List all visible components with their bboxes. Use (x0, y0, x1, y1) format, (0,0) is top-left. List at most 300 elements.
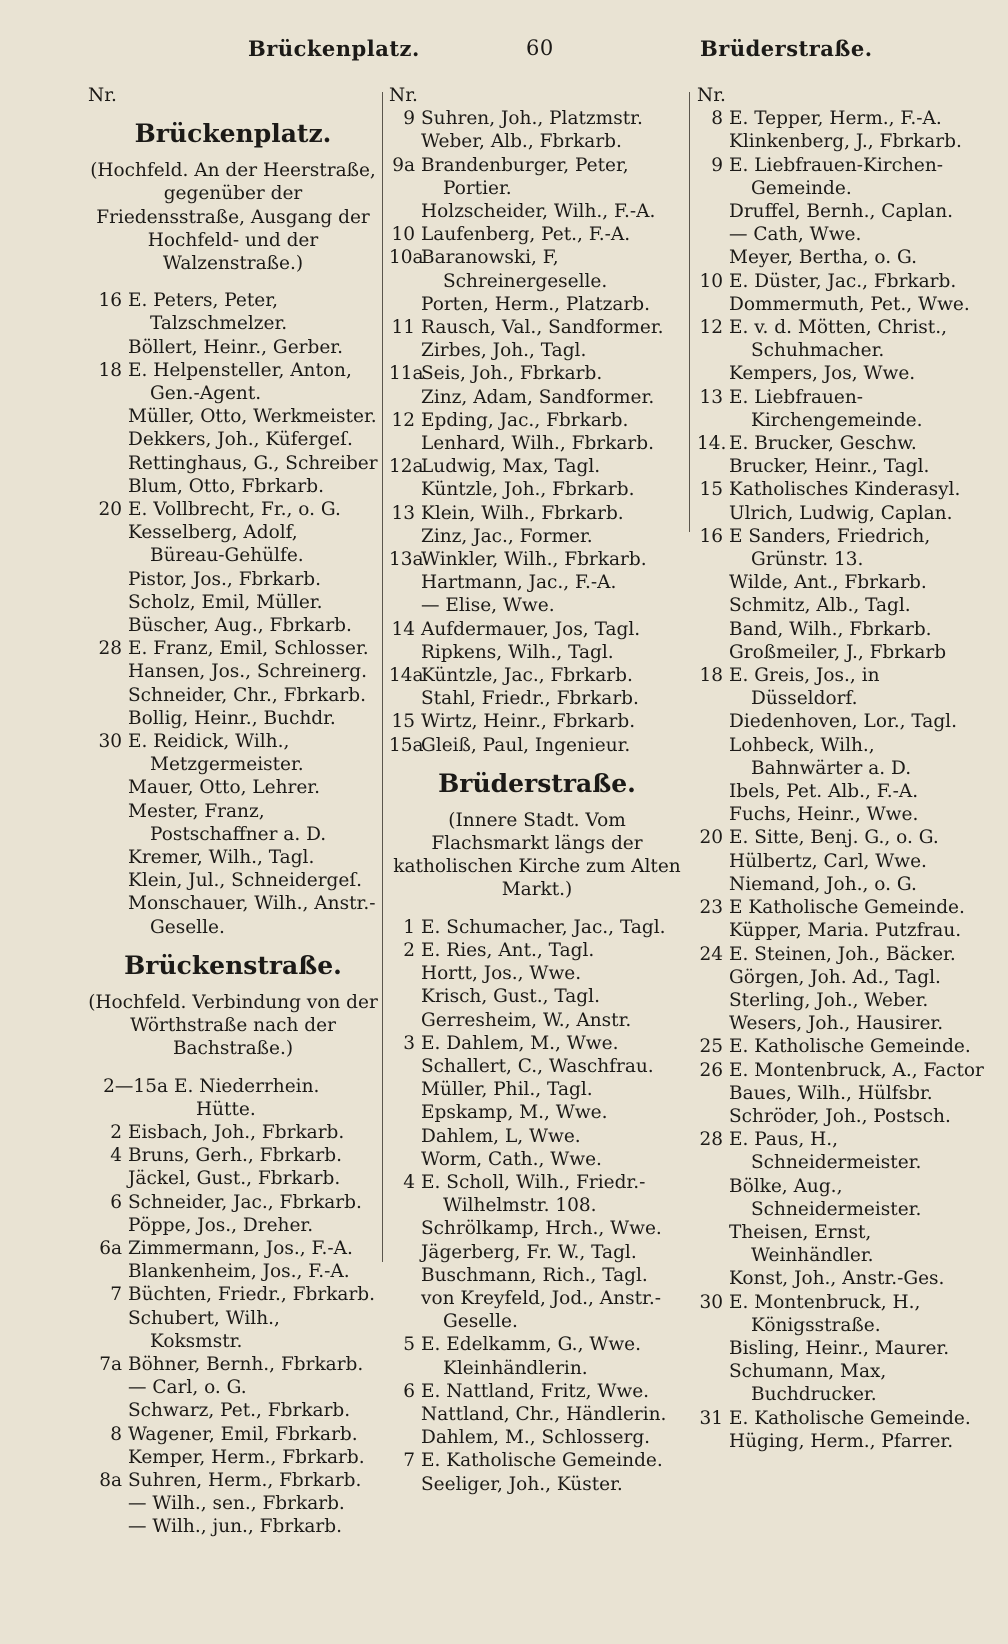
house-number: 16 (98, 290, 122, 312)
column-number-heading: Nr. (88, 85, 117, 106)
house-number (88, 452, 128, 475)
house-number (389, 1078, 421, 1101)
resident-text: Baranowski, F, Schreinergeselle. (421, 247, 608, 292)
house-number (697, 734, 729, 780)
directory-entry (389, 130, 685, 153)
directory-entry (697, 525, 987, 571)
directory-entry (697, 850, 987, 873)
house-number (389, 962, 421, 985)
resident-text: Meyer, Bertha, o. G. (729, 247, 917, 269)
directory-entry (88, 1376, 378, 1399)
resident-text: Schröder, Joh., Postsch. (729, 1105, 951, 1127)
directory-entry (389, 1217, 685, 1240)
house-number (389, 985, 421, 1008)
directory-entry (697, 1059, 987, 1082)
resident-text: Schwarz, Pet., Fbrkarb. (128, 1400, 351, 1422)
resident-text: Klinkenberg, J., Fbrkarb. (729, 131, 962, 153)
resident-text: Lenhard, Wilh., Fbrkarb. (421, 433, 654, 455)
directory-entry (697, 1221, 987, 1267)
directory-entry (389, 223, 685, 246)
resident-text: Pöppe, Jos., Dreher. (128, 1214, 314, 1236)
directory-entry (88, 521, 378, 567)
house-number (88, 869, 128, 892)
house-number (697, 223, 729, 246)
resident-text: Ludwig, Max, Tagl. (421, 456, 601, 478)
resident-text: E. Vollbrecht, Fr., o. G. (128, 499, 341, 521)
house-number (697, 919, 729, 942)
house-number (389, 1101, 421, 1124)
house-number (389, 1241, 421, 1264)
resident-text: Kremer, Wilh., Tagl. (128, 847, 315, 869)
house-number (88, 405, 128, 428)
house-number (389, 432, 421, 455)
house-number (389, 594, 421, 617)
resident-text: E. Brucker, Geschw. (729, 433, 917, 455)
house-number: 16 (699, 525, 723, 547)
house-number (697, 618, 729, 641)
directory-entry (88, 1144, 378, 1167)
resident-text: Holzscheider, Wilh., F.-A. (421, 201, 656, 222)
house-number (697, 989, 729, 1012)
directory-entry (697, 1012, 987, 1035)
house-number (389, 1009, 421, 1032)
directory-entry (697, 943, 987, 966)
resident-text: Zinz, Jac., Former. (421, 525, 593, 547)
house-number (88, 1167, 128, 1190)
resident-text: Küntzle, Jac., Fbrkarb. (421, 665, 633, 687)
house-number (389, 687, 421, 710)
house-number (697, 246, 729, 269)
directory-entry (88, 1283, 378, 1306)
resident-text: Hülbertz, Carl, Wwe. (729, 850, 927, 872)
directory-entry (88, 869, 378, 892)
directory-entry (697, 478, 987, 501)
resident-text: Gerresheim, W., Anstr. (421, 1009, 632, 1031)
resident-text: Winkler, Wilh., Fbrkarb. (421, 549, 647, 571)
resident-text: Rausch, Val., Sandformer. (421, 317, 664, 339)
house-number (88, 707, 128, 730)
directory-entry (88, 498, 378, 521)
resident-text: E. Scholl, Wilh., Friedr.-Wilhelmstr. 108. (421, 1171, 646, 1217)
directory-entry (88, 892, 378, 938)
resident-text: Seeliger, Joh., Küster. (421, 1473, 623, 1495)
resident-text: E. Liebfrauen-Kirchengemeinde. (729, 386, 923, 431)
house-number (389, 200, 421, 223)
house-number: 28 (98, 638, 122, 660)
directory-entry (88, 289, 378, 335)
resident-text: von Kreyfeld, Jod., Anstr.-Geselle. (421, 1287, 661, 1333)
house-number (697, 1267, 729, 1290)
resident-text: E. Reidick, Wilh., Metzgermeister. (128, 731, 304, 776)
directory-entry (389, 1333, 685, 1379)
house-number (697, 803, 729, 826)
column-divider (689, 92, 690, 532)
directory-entry (697, 966, 987, 989)
directory-entry (389, 962, 685, 985)
directory-entry (697, 200, 987, 223)
resident-text: Wesers, Joh., Hausirer. (729, 1013, 944, 1035)
street-heading: Brüderstraße. (438, 768, 636, 798)
directory-entry (88, 684, 378, 707)
directory-entry (389, 1473, 685, 1496)
resident-text: Zirbes, Joh., Tagl. (421, 340, 587, 362)
directory-entry (88, 730, 378, 776)
house-number (697, 873, 729, 896)
house-number: 6a (99, 1237, 122, 1259)
house-number: 8a (99, 1469, 122, 1491)
directory-entry (697, 641, 987, 664)
resident-text: Bölke, Aug., Schneidermeister. (729, 1175, 922, 1220)
resident-text: Epding, Jac., Fbrkarb. (421, 409, 629, 431)
house-number (697, 1337, 729, 1360)
house-number: 14. (697, 433, 727, 455)
directory-entry (697, 734, 987, 780)
resident-text: Brandenburger, Peter, Portier. (421, 154, 629, 199)
house-number (697, 710, 729, 733)
directory-entry (389, 1078, 685, 1101)
directory-entry (697, 502, 987, 525)
directory-entry (697, 130, 987, 153)
directory-entry (389, 455, 685, 478)
directory-entry (697, 1035, 987, 1058)
house-number: 4 (110, 1145, 122, 1167)
resident-text: Baues, Wilh., Hülfsbr. (729, 1082, 933, 1104)
house-number: 3 (403, 1032, 415, 1054)
directory-entry (389, 985, 685, 1008)
directory-entry (697, 154, 987, 200)
resident-text: Schneider, Jac., Fbrkarb. (128, 1191, 362, 1213)
directory-entry (389, 1403, 685, 1426)
column-1 (88, 84, 378, 1539)
resident-text: E. Sitte, Benj. G., o. G. (729, 827, 939, 849)
directory-entry (697, 710, 987, 733)
directory-entry (389, 710, 685, 733)
resident-text: E. Niederrhein. Hütte. (174, 1075, 320, 1120)
directory-entry (697, 1128, 987, 1174)
resident-text: Böllert, Heinr., Gerber. (128, 336, 343, 358)
house-number: 6 (403, 1380, 415, 1402)
house-number (697, 594, 729, 617)
directory-entry (389, 641, 685, 664)
directory-entry (88, 1307, 378, 1353)
directory-entry (389, 525, 685, 548)
street-description: (Hochfeld. Verbindung von der Wörthstraße nach der Bachstraße.) (88, 991, 378, 1060)
house-number (697, 780, 729, 803)
directory-entry (389, 154, 685, 200)
resident-text: Wilde, Ant., Fbrkarb. (729, 572, 927, 594)
resident-text: Bisling, Heinr., Maurer. (729, 1337, 950, 1359)
directory-entry (697, 455, 987, 478)
house-number (389, 478, 421, 501)
directory-entry (88, 1399, 378, 1422)
resident-text: Zimmermann, Jos., F.-A. (128, 1237, 353, 1259)
house-number (389, 386, 421, 409)
resident-text: Dekkers, Joh., Küfergeſ. (128, 429, 353, 451)
house-number: 10a (389, 247, 424, 269)
house-number (88, 614, 128, 637)
house-number: 4 (403, 1171, 415, 1193)
resident-text: Dommermuth, Pet., Wwe. (729, 293, 970, 315)
resident-text: Großmeiler, J., Fbrkarb (729, 641, 947, 663)
directory-entry (389, 1171, 685, 1217)
street-description: (Hochfeld. An der Heerstraße, gegenüber der Friedensstraße, Ausgang der Hochfeld- und der Walzenstraße.) (90, 160, 376, 274)
house-number (88, 1399, 128, 1422)
directory-entry (88, 776, 378, 799)
resident-text: — Carl, o. G. (128, 1377, 247, 1399)
resident-text: Band, Wilh., Fbrkarb. (729, 618, 932, 640)
house-number: 13a (389, 549, 424, 571)
resident-text: — Elise, Wwe. (421, 595, 555, 617)
house-number: 14 (391, 618, 415, 640)
house-number: 13 (391, 502, 415, 524)
house-number (88, 892, 128, 938)
resident-text: E. v. d. Mötten, Christ., Schuhmacher. (729, 317, 947, 362)
directory-entry (389, 1287, 685, 1333)
resident-text: Hartmann, Jac., F.-A. (421, 572, 617, 594)
house-number (88, 336, 128, 359)
resident-text: Ripkens, Wilh., Tagl. (421, 641, 614, 663)
directory-entry (88, 1075, 378, 1121)
directory-entry (389, 200, 685, 223)
directory-entry (389, 293, 685, 316)
house-number (697, 1221, 729, 1267)
directory-entry (697, 1267, 987, 1290)
house-number (88, 1260, 128, 1283)
house-number (88, 1307, 128, 1353)
resident-text: Hansen, Jos., Schreinerg. (128, 661, 367, 683)
directory-entry (697, 803, 987, 826)
directory-entry (88, 1353, 378, 1376)
resident-text: Ulrich, Ludwig, Caplan. (729, 502, 953, 524)
resident-text: E. Katholische Gemeinde. (421, 1450, 663, 1472)
directory-entry (389, 362, 685, 385)
resident-text: Klein, Jul., Schneidergeſ. (128, 870, 363, 892)
directory-entry (389, 1101, 685, 1124)
directory-entry (697, 618, 987, 641)
directory-entry (697, 664, 987, 710)
resident-text: Hüging, Herm., Pfarrer. (729, 1430, 954, 1452)
directory-entry (697, 1291, 987, 1337)
house-number: 9a (392, 154, 415, 176)
house-number (697, 1360, 729, 1406)
directory-entry (697, 873, 987, 896)
house-number: 10 (699, 270, 723, 292)
directory-entry (697, 571, 987, 594)
directory-entry (88, 405, 378, 428)
house-number: 18 (98, 359, 122, 381)
house-number: 10 (391, 224, 415, 246)
resident-text: Diedenhoven, Lor., Tagl. (729, 711, 957, 733)
house-number: 8 (711, 108, 723, 130)
directory-entry (697, 362, 987, 385)
resident-text: Suhren, Joh., Platzmstr. (421, 108, 643, 130)
resident-text: Monschauer, Wilh., Anstr.-Geselle. (128, 893, 376, 938)
house-number: 12 (391, 409, 415, 431)
directory-entry (389, 316, 685, 339)
resident-text: Lohbeck, Wilh., Bahnwärter a. D. (729, 734, 912, 779)
resident-text: Schmitz, Alb., Tagl. (729, 595, 911, 617)
directory-entry (88, 614, 378, 637)
house-number: 18 (699, 665, 723, 687)
directory-entry (88, 1260, 378, 1283)
resident-text: Brucker, Heinr., Tagl. (729, 456, 930, 478)
directory-entry (389, 409, 685, 432)
resident-text: E Katholische Gemeinde. (729, 897, 965, 919)
directory-entry (389, 571, 685, 594)
resident-text: Wirtz, Heinr., Fbrkarb. (421, 711, 636, 733)
resident-text: E. Liebfrauen-Kirchen-Gemeinde. (729, 154, 943, 199)
directory-entry (697, 1105, 987, 1128)
house-number: 14a (389, 665, 424, 687)
resident-text: Weber, Alb., Fbrkarb. (421, 131, 622, 153)
directory-entry (88, 428, 378, 451)
house-number (88, 1376, 128, 1399)
directory-entry (389, 939, 685, 962)
resident-text: Büscher, Aug., Fbrkarb. (128, 615, 352, 637)
directory-entry (697, 1407, 987, 1430)
directory-entry (88, 707, 378, 730)
resident-text: Zinz, Adam, Sandformer. (421, 386, 655, 408)
house-number: 30 (699, 1291, 723, 1313)
directory-entry (88, 1446, 378, 1469)
resident-text: E. Montenbruck, H., Königsstraße. (729, 1291, 921, 1336)
resident-text: Mauer, Otto, Lehrer. (128, 777, 320, 799)
resident-text: Epskamp, M., Wwe. (421, 1102, 608, 1124)
directory-entry (88, 1237, 378, 1260)
directory-entry (697, 270, 987, 293)
directory-entry (88, 1492, 378, 1515)
house-number (697, 966, 729, 989)
house-number (389, 1403, 421, 1426)
resident-text: Druffel, Bernh., Caplan. (729, 201, 953, 222)
house-number (697, 362, 729, 385)
house-number (389, 525, 421, 548)
page-number: 60 (526, 36, 554, 60)
house-number (697, 641, 729, 664)
directory-entry (88, 336, 378, 359)
resident-text: Eisbach, Joh., Fbrkarb. (128, 1121, 345, 1143)
house-number: 12 (699, 317, 723, 339)
resident-text: Görgen, Joh. Ad., Tagl. (729, 966, 941, 988)
house-number (697, 571, 729, 594)
resident-text: Jäckel, Gust., Fbrkarb. (128, 1168, 341, 1190)
house-number: 20 (699, 827, 723, 849)
resident-text: E. Paus, H., Schneidermeister. (729, 1129, 922, 1174)
directory-entry (697, 386, 987, 432)
resident-text: Müller, Phil., Tagl. (421, 1079, 593, 1101)
resident-text: E. Düster, Jac., Fbrkarb. (729, 270, 957, 292)
resident-text: Krisch, Gust., Tagl. (421, 986, 600, 1008)
house-number: 23 (699, 897, 723, 919)
house-number: 26 (699, 1059, 723, 1081)
directory-entry (697, 293, 987, 316)
directory-entry (88, 568, 378, 591)
directory-entry (88, 1167, 378, 1190)
house-number (697, 1082, 729, 1105)
house-number (697, 1105, 729, 1128)
house-number: 30 (98, 731, 122, 753)
resident-text: Suhren, Herm., Fbrkarb. (128, 1469, 362, 1491)
street-heading: Brückenstraße. (124, 950, 342, 980)
house-number: 20 (98, 499, 122, 521)
house-number: 2—15a (103, 1075, 168, 1097)
directory-entry (389, 1449, 685, 1472)
house-number: 7a (99, 1353, 122, 1375)
house-number (88, 684, 128, 707)
directory-entry (389, 1009, 685, 1032)
directory-entry (389, 478, 685, 501)
resident-text: Blum, Otto, Fbrkarb. (128, 475, 324, 497)
directory-entry (389, 1426, 685, 1449)
directory-entry (88, 591, 378, 614)
directory-entry (389, 916, 685, 939)
street-heading: Brückenplatz. (134, 119, 332, 149)
resident-text: Schumann, Max, Buchdrucker. (729, 1361, 887, 1406)
resident-text: Ibels, Pet. Alb., F.-A. (729, 781, 919, 803)
house-number (88, 428, 128, 451)
resident-text: Klein, Wilh., Fbrkarb. (421, 502, 624, 524)
house-number: 1 (403, 916, 415, 938)
resident-text: Porten, Herm., Platzarb. (421, 293, 651, 315)
directory-entry (88, 1515, 378, 1538)
resident-text: Schrölkamp, Hrch., Wwe. (421, 1218, 662, 1240)
directory-entry (88, 1121, 378, 1144)
house-number (389, 1426, 421, 1449)
resident-text: Küpper, Maria. Putzfrau. (729, 920, 962, 942)
resident-text: E. Katholische Gemeinde. (729, 1036, 971, 1058)
column-2 (389, 84, 685, 1496)
resident-text: Bruns, Gerh., Fbrkarb. (128, 1145, 342, 1167)
house-number: 15a (389, 734, 424, 756)
directory-entry (389, 1148, 685, 1171)
house-number (88, 660, 128, 683)
directory-entry (88, 1191, 378, 1214)
directory-entry (697, 223, 987, 246)
resident-text: Seis, Joh., Fbrkarb. (421, 363, 603, 385)
house-number: 7 (110, 1284, 122, 1306)
directory-entry (697, 246, 987, 269)
directory-entry (389, 1264, 685, 1287)
house-number (697, 293, 729, 316)
resident-text: E. Montenbruck, A., Factor (729, 1059, 984, 1081)
resident-text: Dahlem, M., Schlosserg. (421, 1427, 651, 1449)
column-number-heading: Nr. (697, 85, 726, 106)
header-right-street: Brüderstraße. (700, 36, 873, 61)
resident-text: Scholz, Emil, Müller. (128, 591, 323, 613)
directory-entry (697, 780, 987, 803)
house-number: 11a (389, 363, 424, 385)
directory-entry (389, 502, 685, 525)
house-number (389, 1055, 421, 1078)
house-number: 11 (391, 317, 415, 339)
directory-entry (389, 432, 685, 455)
resident-text: Worm, Cath., Wwe. (421, 1148, 602, 1170)
house-number (88, 1515, 128, 1538)
directory-entry (697, 826, 987, 849)
house-number (389, 130, 421, 153)
resident-text: Dahlem, L, Wwe. (421, 1125, 581, 1147)
resident-text: E. Greis, Jos., in Düsseldorf. (729, 665, 880, 710)
directory-entry (88, 800, 378, 846)
resident-text: E. Helpensteller, Anton, Gen.-Agent. (128, 359, 352, 405)
resident-text: Böhner, Bernh., Fbrkarb. (128, 1353, 364, 1375)
house-number (697, 502, 729, 525)
house-number (88, 776, 128, 799)
house-number (389, 1217, 421, 1240)
resident-text: — Cath, Wwe. (729, 224, 862, 246)
house-number (88, 846, 128, 869)
directory-entry (389, 1125, 685, 1148)
